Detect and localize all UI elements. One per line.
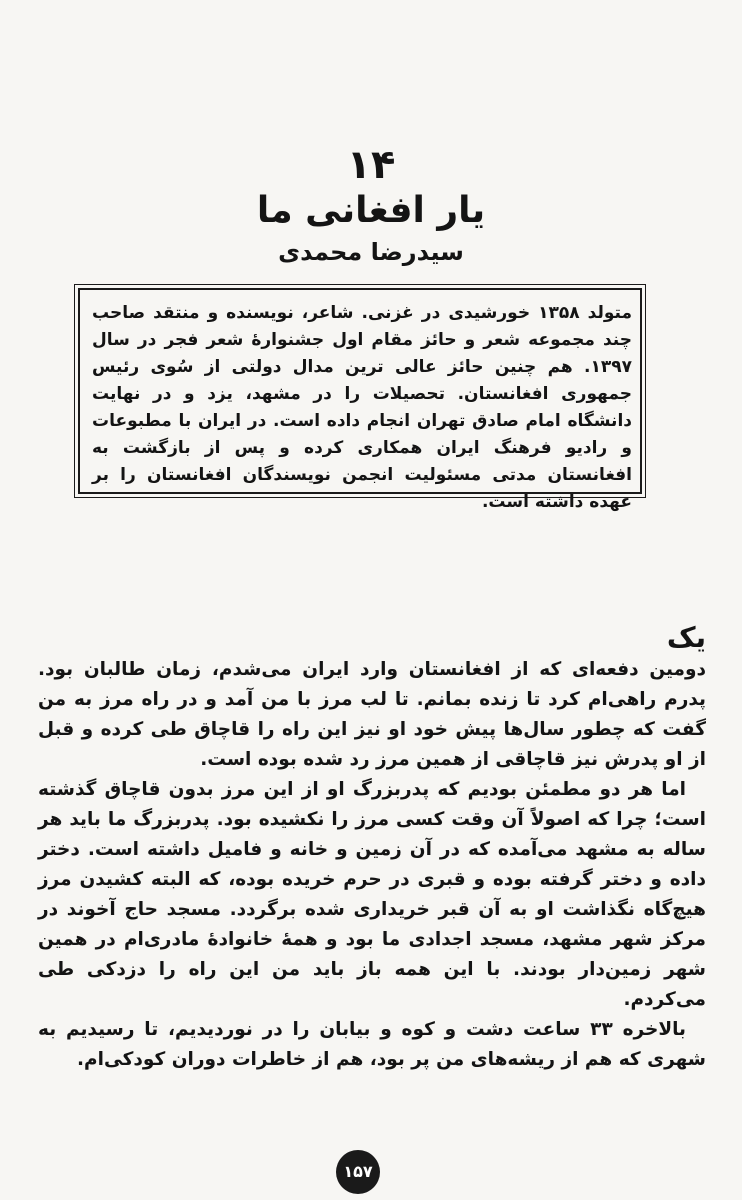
paragraph: دومین دفعه‌ای که از افغانستان وارد ایران می‌شدم، زمان طالبان بود. پدرم راهی‌ام کرد تا زنده بمانم. تا لب مرز با من آمد و در راه مرز به من گفت که چطور سال‌ها پیش خود او نیز این راه را قاچاق طی کرده و قبل از او پدرش نیز قاچاقی از همین مرز رد شده بوده است.: [38, 659, 706, 770]
author-name: سیدرضا محمدی: [278, 238, 464, 266]
page-number: ۱۵۷: [343, 1162, 373, 1181]
chapter-number: ۱۴: [346, 142, 396, 188]
body-text: [38, 655, 706, 1075]
paragraph: اما هر دو مطمئن بودیم که پدربزرگ او از این مرز بدون قاچاق گذشته است؛ چرا که اصولاً آن وقت کسی مرز را نکشیده بود. پدربزرگ ما باید هر ساله به مشهد می‌آمده که در آن زمین و خانه و فامیل داشته است. دختر داده و دختر گرفته بوده و قبری در حرم خریده بوده، که البته کشیدن مرز هیچ‌گاه نگذاشت او به آن قبر خریداری شده برگردد. مسجد حاج آخوند در مرکز شهر مشهد، مسجد اجدادی ما بود و همهٔ خانوادهٔ مادری‌ام در همین شهر زمین‌دار بودند. با این همه باز باید من این راه را دزدکی طی می‌کردم.: [38, 779, 706, 1010]
author-bio: متولد ۱۳۵۸ خورشیدی در غزنی. شاعر، نویسنده و منتقد صاحب چند مجموعه شعر و حائز مقام اول جشنوارهٔ شعر فجر در سال ۱۳۹۷. هم چنین حائز عالی ترین مدال دولتی از سُوی رئیس جمهوری افغانستان. تحصیلات را در مشهد، یزد و در نهایت دانشگاه امام صادق تهران انجام داده است. در ایران با مطبوعات و رادیو فرهنگ ایران همکاری کرده و پس از بازگشت به افغانستان مدتی مسئولیت انجمن نویسندگان افغانستان را بر عهده داشته است.: [92, 303, 632, 512]
chapter-title: یار افغانی ما: [256, 190, 486, 231]
paragraph: بالاخره ۳۳ ساعت دشت و کوه و بیابان را در نوردیدیم، تا رسیدیم به شهری که هم از ریشه‌های من پر بود، هم از خاطرات دوران کودکی‌ام.: [38, 1019, 706, 1070]
section-heading: یک: [666, 621, 706, 654]
